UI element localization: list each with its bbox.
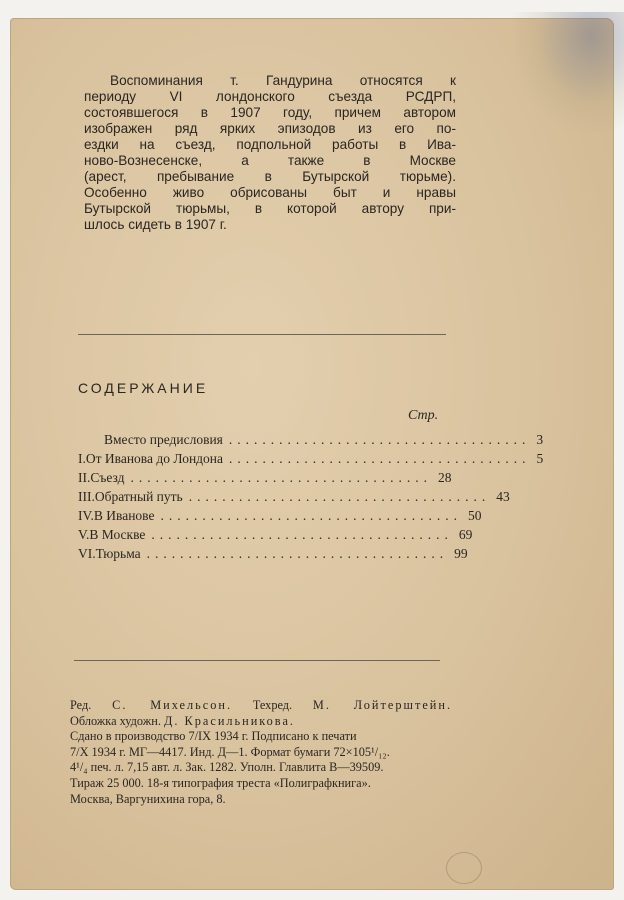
toc-title: СОДЕРЖАНИЕ [78, 380, 209, 396]
toc-leader-dots: .................................... [130, 470, 432, 485]
intro-line: ездки на съезд, подпольной работы в Ива- [84, 137, 456, 152]
toc-chapter-number: V. [78, 527, 90, 542]
intro-line: изображен ряд ярких эпизодов из его по- [84, 121, 456, 136]
toc-leader-dots: .................................... [229, 451, 531, 466]
cover-artist-role: Обложка художн. [70, 713, 161, 728]
toc-chapter-number: IV. [78, 508, 94, 523]
toc-label: В Иванове [93, 508, 155, 523]
intro-line: периоду VI лондонского съезда РСДРП, [84, 89, 456, 104]
imprint-line [70, 698, 452, 714]
intro-line: шлось сидеть в 1907 г. [84, 217, 227, 232]
intro-line: Особенно живо обрисованы быт и нравы [84, 185, 456, 200]
intro-line: Бутырской тюрьмы, в которой автору при- [84, 201, 456, 216]
editor-role: Ред. [70, 698, 92, 712]
toc-page-number: 99 [454, 546, 468, 561]
imprint-line [70, 714, 452, 730]
toc-page-number: 3 [536, 432, 544, 447]
toc-row [78, 468, 452, 487]
toc-label: Вместо предисловия [104, 432, 223, 447]
toc-label: Тюрьма [95, 546, 141, 561]
tech-editor-name: М. Лойтерштейн. [312, 698, 453, 712]
intro-line: ново-Вознесенске, а также в Москве [84, 153, 456, 168]
intro-line: состоявшегося в 1907 году, причем автором [84, 105, 456, 120]
toc-leader-dots: .................................... [146, 546, 449, 561]
imprint-line: Тираж 25 000. 18-я типография треста «Полиграфкнига». [70, 775, 371, 790]
toc-leader-dots: .................................... [160, 508, 462, 523]
toc-page-number: 50 [467, 508, 482, 523]
toc-row [78, 430, 544, 449]
imprint-block [70, 698, 452, 807]
toc-row [78, 525, 473, 544]
page-smudge [446, 852, 482, 884]
toc-label: В Москве [89, 527, 146, 542]
intro-line: Воспоминания т. Гандурина относятся к [110, 73, 456, 88]
toc-chapter-number: III. [78, 489, 95, 504]
toc-chapter-number: VI. [78, 546, 96, 561]
toc-row [78, 544, 468, 563]
toc-label: От Иванова до Лондона [85, 451, 223, 466]
table-of-contents [78, 430, 544, 563]
toc-leader-dots: .................................... [228, 432, 531, 447]
divider-bottom [74, 660, 440, 661]
intro-line: (арест, пребывание в Бутырской тюрьме). [84, 169, 456, 184]
page-stain [514, 12, 624, 132]
toc-chapter-number: I. [78, 451, 86, 466]
toc-page-number: 69 [458, 527, 473, 542]
toc-chapter-number: II. [78, 470, 91, 485]
cover-artist-name: Д. Красильникова. [164, 713, 295, 728]
toc-page-header: Стр. [408, 408, 439, 423]
editor-name: С. Михельсон. [112, 698, 233, 712]
toc-leader-dots: .................................... [188, 489, 491, 504]
imprint-line: 4¹/₄ печ. л. 7,15 авт. л. Зак. 1282. Уполн. Главлита В—39509. [70, 760, 384, 775]
toc-row [78, 487, 510, 506]
book-page [10, 18, 614, 890]
imprint-line: Москва, Варгунихина гора, 8. [70, 791, 226, 806]
toc-row [78, 506, 482, 525]
annotation-paragraph [84, 73, 456, 233]
divider-top [78, 334, 446, 335]
toc-page-number: 5 [536, 451, 544, 466]
imprint-line: Сдано в производство 7/IX 1934 г. Подписано к печати [70, 729, 357, 744]
toc-label: Обратный путь [94, 489, 183, 504]
imprint-line: 7/X 1934 г. МГ—4417. Инд. Д—1. Формат бумаги 72×105¹/₁₂. [70, 744, 390, 759]
toc-label: Съезд [90, 470, 125, 485]
tech-editor-role: Техред. [252, 698, 293, 712]
toc-page-number: 43 [496, 489, 510, 504]
toc-row [78, 449, 544, 468]
toc-leader-dots: .................................... [151, 527, 453, 542]
toc-page-number: 28 [437, 470, 452, 485]
